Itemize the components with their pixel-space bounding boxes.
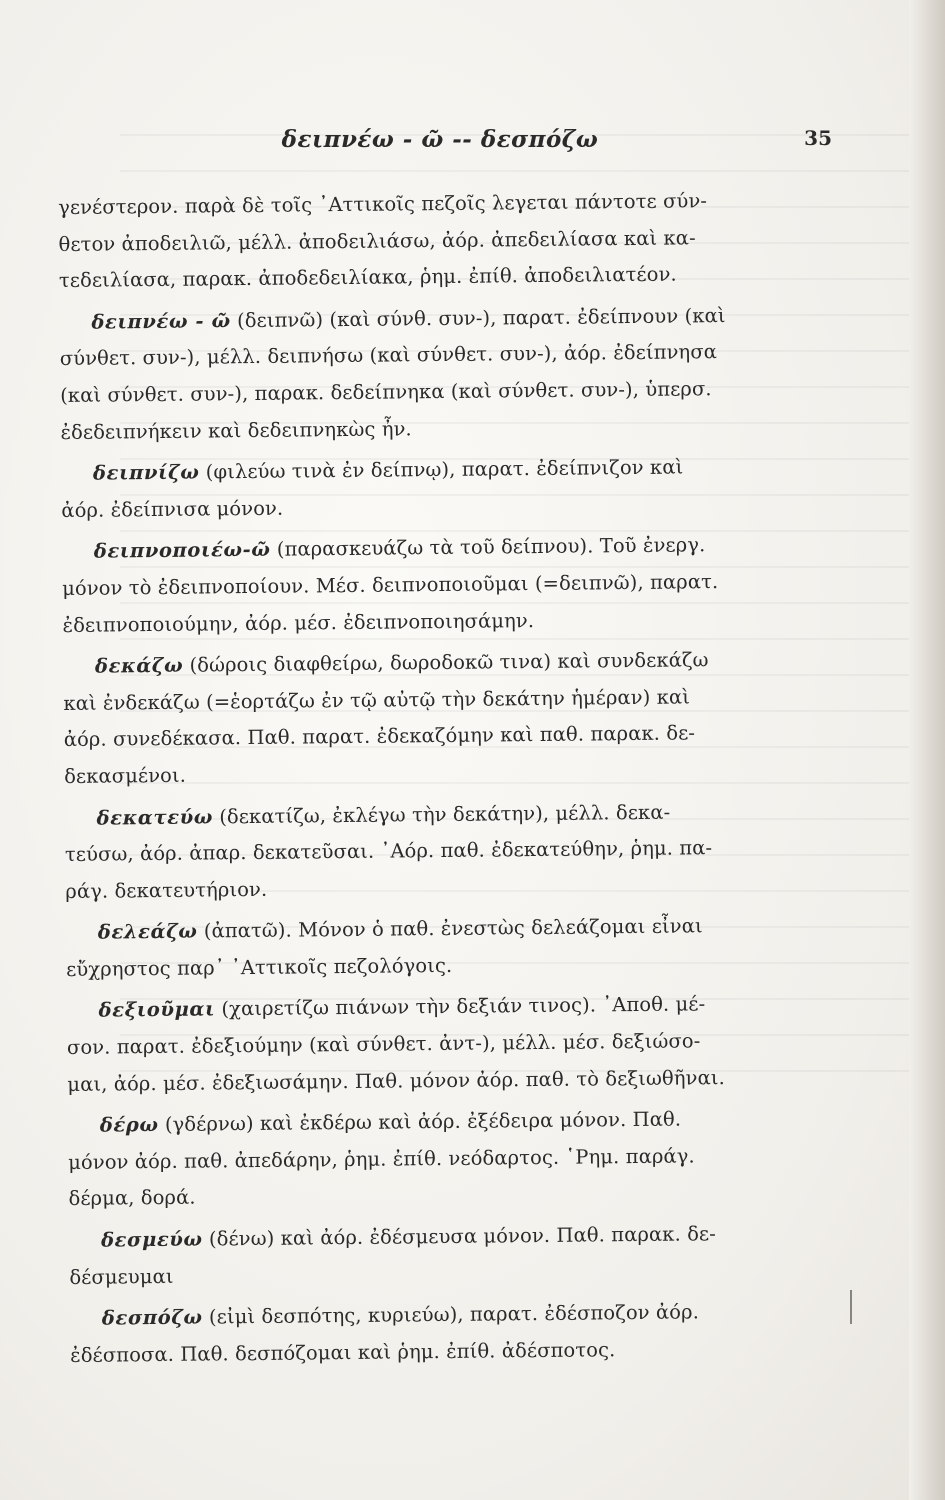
- page-number: 35: [804, 126, 832, 150]
- entry-text: τεδειλίασα, παρακ. ἀποδεδειλίακα, ῥημ. ἐπίθ. ἀποδειλιατέον.: [58, 262, 677, 293]
- entry-headword: δεσπόζω: [101, 1305, 203, 1330]
- dictionary-entry: [61, 448, 802, 529]
- entry-text: (γδέρνω) καὶ ἐκδέρω καὶ ἀόρ. ἐξέδειρα μόνον. Παθ.: [164, 1107, 682, 1137]
- entry-text: (παρασκευάζω τὰ τοῦ δείπνου). Τοῦ ἐνεργ.: [276, 533, 706, 562]
- entry-text: (εἰμὶ δεσπότης, κυριεύω), παρατ. ἐδέσποζον ἀόρ.: [208, 1300, 700, 1329]
- dictionary-entry: [64, 793, 805, 911]
- entry-text: ἀόρ. συνεδέκασα. Παθ. παρατ. ἐδεκαζόμην καὶ παθ. παρακ. δε-: [63, 721, 696, 752]
- entry-text: (φιλεύω τινὰ ἐν δείπνῳ), παρατ. ἐδείπνιζον καὶ: [205, 455, 684, 484]
- entry-text: εὔχρηστος παρ᾿ ᾿Αττικοῖς πεζολόγοις.: [66, 953, 453, 981]
- entry-text: (δειπνῶ) (καὶ σύνθ. συν-), παρατ. ἐδείπνουν (καὶ: [236, 303, 726, 332]
- dictionary-entry: [59, 297, 800, 451]
- entry-headword: δεκατεύω: [96, 804, 214, 830]
- entry-text: τεύσω, ἀόρ. ἀπαρ. δεκατεῦσαι. ᾿Αόρ. παθ. ἐδεκατεύθην, ῥημ. πα-: [64, 836, 713, 867]
- entry-headword: δειπνίζω: [92, 460, 200, 485]
- entry-text: ἐδέσποσα. Παθ. δεσπόζομαι καὶ ῥημ. ἐπίθ. ἀδέσποτος.: [70, 1338, 616, 1367]
- entry-text: (χαιρετίζω πιάνων τὴν δεξιάν τινος). ᾿Αποθ. μέ-: [221, 992, 706, 1021]
- entry-first-line: [69, 1215, 809, 1259]
- entry-continuation-line: [62, 563, 802, 607]
- dictionary-entry: [68, 1100, 809, 1218]
- entry-first-line: [63, 641, 803, 685]
- entry-headword: δεκάζω: [94, 653, 184, 678]
- entry-text: μόνον τὸ ἐδειπνοποίουν. Μέσ. δειπνοποιοῦμαι (=δειπνῶ), παρατ.: [62, 570, 719, 600]
- dictionary-entry: [63, 641, 804, 795]
- margin-pencil-mark: [850, 1290, 852, 1324]
- entry-text: σύνθετ. συν-), μέλλ. δειπνήσω (καὶ σύνθετ. συν-), ἀόρ. ἐδείπνησα: [59, 340, 718, 371]
- running-head: δειπνέω - ῶ -- δεσπόζω: [281, 126, 599, 153]
- entry-headword: δειπνέω - ῶ: [91, 308, 231, 334]
- entry-continuation-line: [65, 829, 805, 873]
- entry-text: σον. παρατ. ἐδεξιούμην (καὶ σύνθετ. ἀντ-), μέλλ. μέσ. δεξιώσο-: [66, 1029, 701, 1060]
- entry-text: δέσμευμαι: [69, 1264, 174, 1289]
- dictionary-entry: [58, 182, 799, 300]
- entry-headword: δειπνοποιέω-ῶ: [93, 538, 271, 563]
- entry-text: (δένω) καὶ ἀόρ. ἐδέσμευσα μόνον. Παθ. παρακ. δε-: [208, 1222, 716, 1251]
- entry-continuation-line: [64, 715, 804, 759]
- dictionary-entry: [66, 907, 807, 988]
- entry-text: (δεκατίζω, ἐκλέγω τὴν δεκάτην), μέλλ. δεκα-: [219, 800, 671, 828]
- entry-text: γενέστερον. παρὰ δὲ τοῖς ᾿Αττικοῖς πεζοῖς λεγεται πάντοτε σύν-: [58, 189, 708, 219]
- entry-text: ἐδεδειπνήκειν καὶ δεδειπνηκὼς ἦν.: [60, 416, 412, 444]
- entry-text: δεκασμένοι.: [64, 763, 187, 788]
- entry-headword: δέρω: [99, 1113, 159, 1137]
- dictionary-entry: [66, 986, 807, 1104]
- entry-text: (δώροις διαφθείρω, δωροδοκῶ τινα) καὶ συνδεκάζω: [189, 648, 709, 677]
- entry-first-line: [66, 907, 806, 951]
- entry-text: (καὶ σύνθετ. συν-), παρακ. δεδείπνηκα (καὶ σύνθετ. συν-), ὑπερσ.: [60, 377, 712, 407]
- entry-text: ἐδειπνοποιούμην, ἀόρ. μέσ. ἐδειπνοποιησάμην.: [62, 608, 535, 637]
- entry-first-line: [70, 1293, 810, 1337]
- entry-text: καὶ ἐνδεκάζω (=ἑορτάζω ἐν τῷ αὐτῷ τὴν δεκάτην ἡμέραν) καὶ: [63, 685, 691, 715]
- entry-text: μαι, ἀόρ. μέσ. ἐδεξιωσάμην. Παθ. μόνον ἀόρ. παθ. τὸ δεξιωθῆναι.: [67, 1065, 725, 1096]
- dictionary-entry: [70, 1293, 811, 1374]
- dictionary-text: [58, 182, 810, 1379]
- entry-text: (ἀπατῶ). Μόνον ὁ παθ. ἐνεστὼς δελεάζομαι εἶναι: [203, 914, 703, 943]
- dictionary-entry: [62, 527, 803, 645]
- entry-headword: δεσμεύω: [100, 1227, 203, 1252]
- entry-headword: δεξιοῦμαι: [98, 997, 216, 1023]
- entry-text: δέρμα, δορά.: [68, 1186, 196, 1211]
- entry-headword: δελεάζω: [97, 919, 198, 944]
- dictionary-entry: [69, 1215, 810, 1296]
- page-gutter-shadow: [909, 0, 945, 1500]
- entry-text: ἀόρ. ἐδείπνισα μόνον.: [61, 496, 284, 522]
- entry-text: μόνον ἀόρ. παθ. ἀπεδάρην, ῥημ. ἐπίθ. νεόδαρτος. ῾Ρημ. παράγ.: [68, 1144, 695, 1174]
- entry-text: θετον ἀποδειλιῶ, μέλλ. ἀποδειλιάσω, ἀόρ. ἀπεδειλίασα καὶ κα-: [58, 225, 696, 256]
- page-header: [60, 126, 832, 166]
- entry-text: ράγ. δεκατευτήριον.: [65, 877, 268, 903]
- entry-continuation-line: [60, 370, 800, 414]
